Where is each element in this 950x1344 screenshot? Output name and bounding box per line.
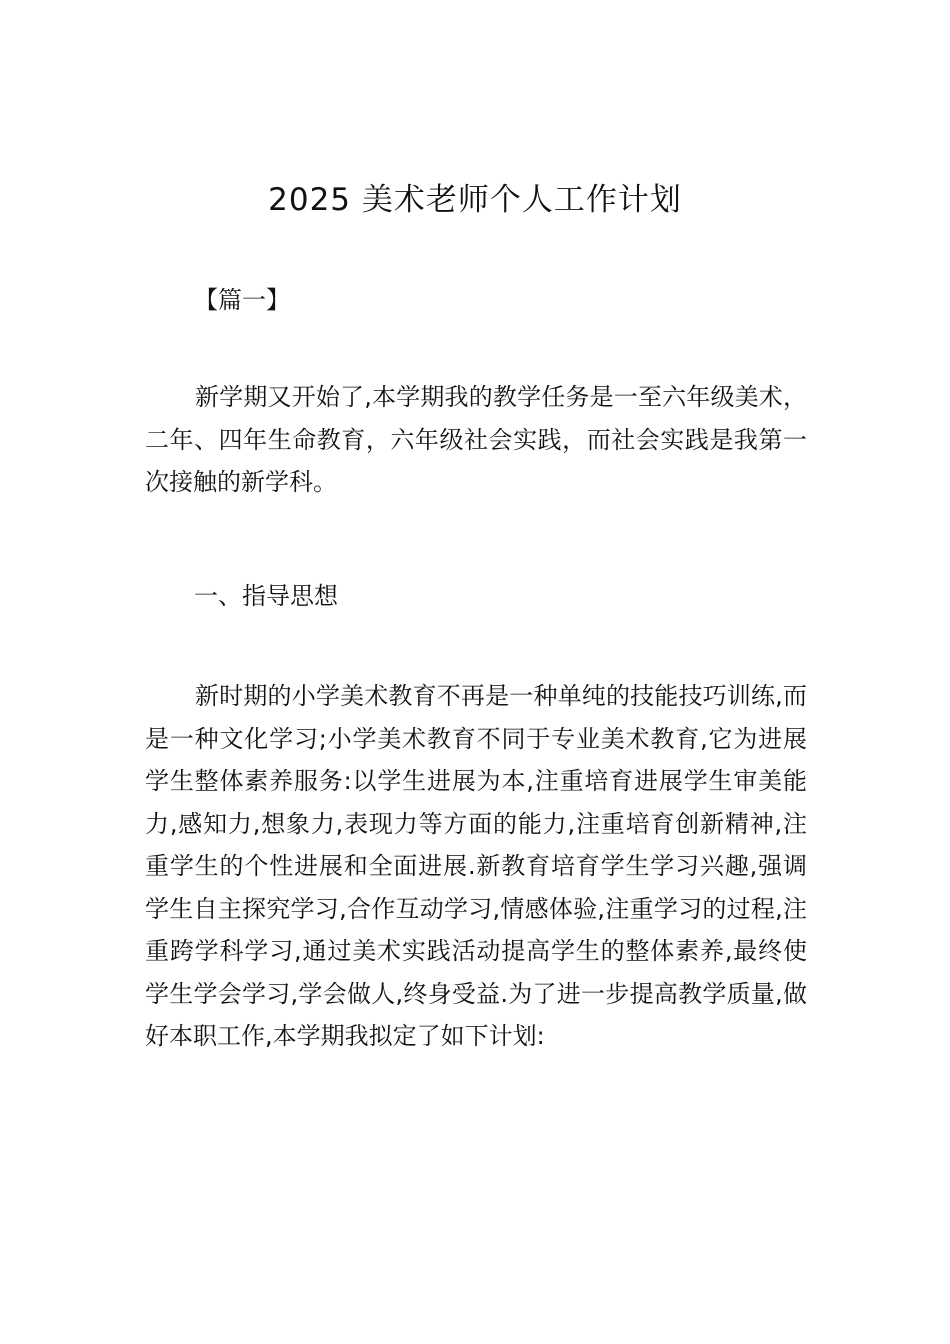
section-heading: 一、指导思想 bbox=[194, 582, 338, 610]
intro-paragraph: 新学期又开始了,本学期我的教学任务是一至六年级美术，二年、四年生命教育，六年级社会实践，而社会实践是我第一次接触的新学科。 bbox=[145, 383, 807, 496]
document-title: 2025 美术老师个人工作计划 bbox=[268, 182, 682, 218]
guiding-thought-paragraph: 新时期的小学美术教育不再是一种单纯的技能技巧训练,而是一种文化学习;小学美术教育不同于专业美术教育,它为进展学生整体素养服务:以学生进展为本,注重培育进展学生审美能力,感知力,想象力,表现力等方面的能力,注重培育创新精神,注重学生的个性进展和全面进展.新教育培育学生学习兴趣,强调学生自主探究学习,合作互动学习,情感体验,注重学习的过程,注重跨学科学习,通过美术实践活动提高学生的整体素养,最终使学生学会学习,学会做人,终身受益.为了进一步提高教学质量,做好本职工作,本学期我拟定了如下计划: bbox=[145, 682, 807, 1050]
section-label: 【篇一】 bbox=[194, 286, 290, 314]
